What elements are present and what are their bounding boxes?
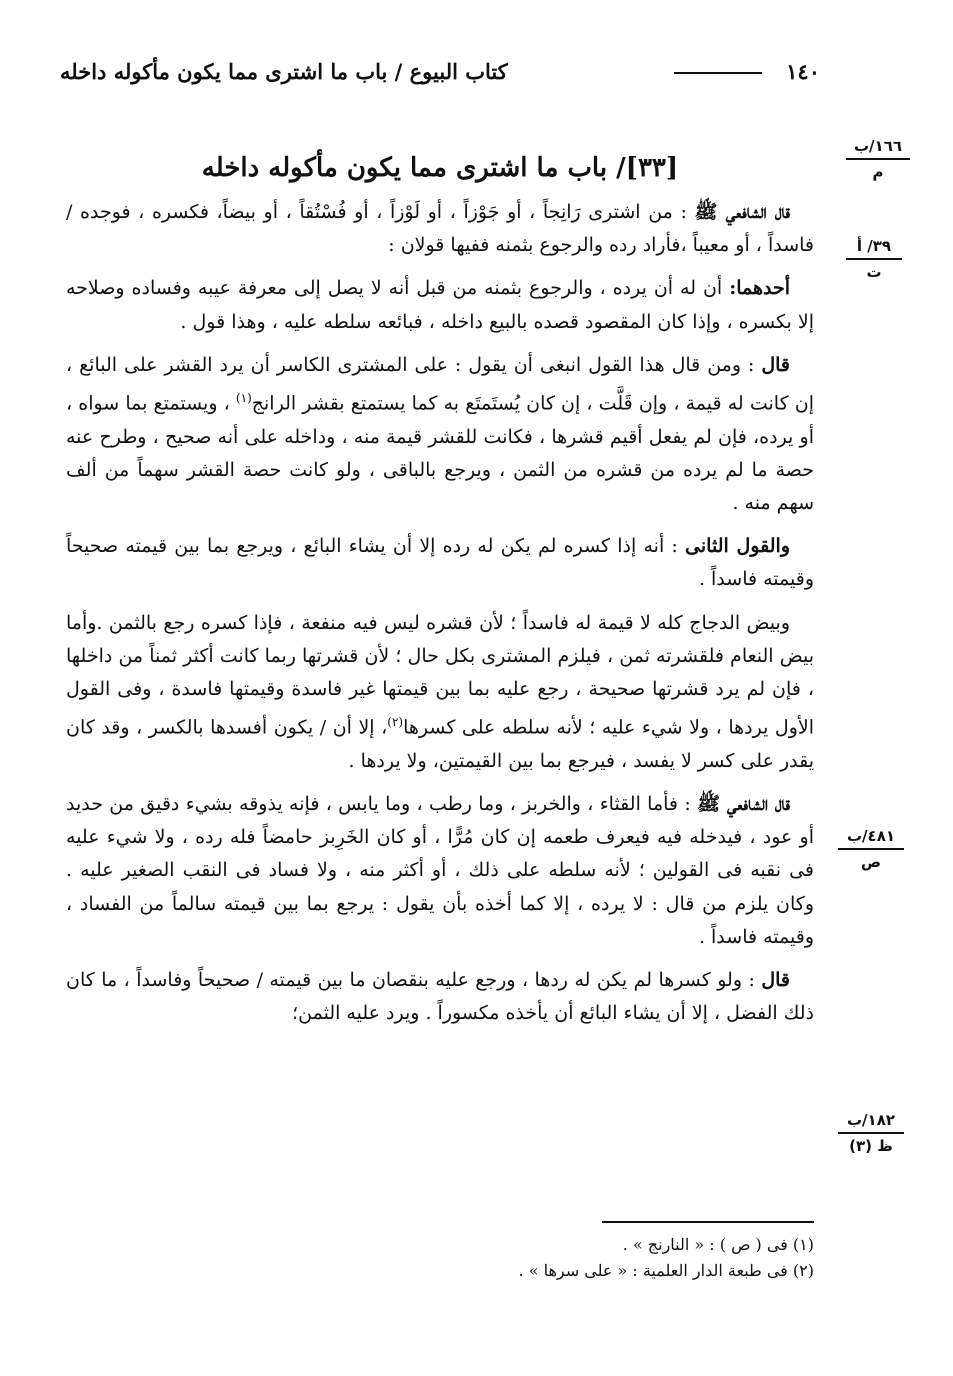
margin-sig: ت	[866, 263, 882, 281]
paragraph-text: : فأما القثاء ، والخربز ، وما رطب ، وما يابس ، فإنه يذوقه بشيء دقيق من حديد أو عود ، فيدخله فيه فيعرف طعمه إن كان مُرًّا ، أو كان الخَرِبز حامضاً فله رده ، ولا شيء عليه فى نقبه فى القولين ؛ لأنه سلطه على ذلك ، أو أكثر منه ، ولا فساد فى النقب الصغير عليه . وكان يلزم من قال : لا يرده ، إلا كما أخذه بأن يقول : يرجع بما بين قيمته سالماً من الفساد ، وقيمته فاسداً .	[66, 792, 814, 948]
footnote: (١) فى ( ص ) : « النارنج » .	[622, 1235, 814, 1254]
paragraph-text: ، إلا أن / يكون أفسدها بالكسر ، وقد كان يقدر على كسر لا يفسد ، فيرجع بما بين القيمتين، ولا يردها .	[66, 716, 814, 772]
header-rule	[674, 72, 762, 74]
page-number: ١٤٠	[786, 59, 820, 84]
paragraph-text: : من اشترى رَانِجاً ، أو جَوْزاً ، أو لَوْزاً ، أو فُسْتُقاً ، أو بيضاً، فكسره ، فوجده / فاسداً ، أو معيباً ،فأراد رده والرجوع بثمنه ففيها قولان :	[66, 201, 814, 257]
margin-sig: م	[872, 163, 884, 181]
paragraph	[66, 964, 814, 1030]
paragraph-lead: قال الشافعي ﷺ	[697, 792, 790, 815]
margin-rule	[838, 1132, 904, 1134]
margin-note	[838, 1110, 904, 1156]
paragraph-lead: أحدهما:	[729, 277, 790, 300]
paragraph	[66, 788, 814, 954]
footnotes	[300, 1232, 814, 1284]
paragraph	[66, 530, 814, 596]
margin-ref: ٤٨١/ب	[846, 827, 896, 845]
margin-rule	[846, 258, 902, 260]
margin-note	[846, 136, 910, 182]
paragraph-text: : أنه إذا كسره لم يكن له رده إلا أن يشاء البائع ، ويرجع بما بين قيمته صحيحاً وقيمته فاسداً .	[66, 535, 814, 591]
paragraph	[66, 272, 814, 338]
footnote-rule	[602, 1221, 814, 1223]
paragraph-lead: والقول الثانى	[685, 535, 791, 558]
margin-rule	[838, 848, 904, 850]
chapter-title: [٣٣]/ باب ما اشترى مما يكون مأكوله داخله	[201, 153, 679, 183]
footnote-marker: (٢)	[387, 715, 404, 730]
footnote: (٢) فى طبعة الدار العلمية : « على سرها » .	[518, 1261, 814, 1280]
paragraph-text: : ومن قال هذا القول انبغى أن يقول : على المشترى الكاسر أن يرد القشر على البائع ، إن كانت له قيمة ، وإن قَلَّت ، إن كان يُستَمتَع به كما يستمتع بقشر الرانج	[66, 353, 814, 415]
paragraph	[66, 349, 814, 520]
paragraph-lead: قال	[761, 353, 790, 376]
paragraph-text: : ولو كسرها لم يكن له ردها ، ورجع عليه بنقصان ما بين قيمته / صحيحاً وفاسداً ، ما كان ذلك الفضل ، إلا أن يشاء البائع أن يأخذه مكسوراً . ويرد عليه الثمن؛	[66, 968, 814, 1025]
paragraph-lead: قال الشافعي ﷺ	[694, 201, 790, 223]
margin-rule	[846, 158, 910, 160]
margin-note	[846, 236, 902, 282]
margin-ref: ١٦٦/ب	[853, 137, 903, 155]
paragraph-text: أن له أن يرده ، والرجوع بثمنه من قبل أنه لا يصل إلى معرفة عيبه وفساده وصلاحه إلا بكسره ، وإذا كان المقصود قصده بالبيع داخله ، فبائعه سلطه عليه ، وهذا قول .	[66, 277, 814, 333]
paragraph	[66, 196, 814, 262]
paragraph-text: ، ويستمتع بما سواه ، أو يرده، فإن لم يفعل أقيم قشرها ، فكانت للقشر قيمة منه ، وداخله على أنه صحيح ، وطرح عنه حصة ما لم يرده من قشره من الثمن ، ويرجع بالباقى ، ولو كانت حصة القشر سهماً من ألف سهم منه .	[66, 392, 814, 514]
body-text	[66, 196, 814, 1040]
paragraph-text: وبيض الدجاج كله لا قيمة له فاسداً ؛ لأن قشره ليس فيه منفعة ، فإذا كسره رجع بالثمن .وأما بيض النعام فلقشرته ثمن ، فيلزم المشترى بكل حال ؛ لأن قشرتها ربما كانت أكثر ثمناً من داخلها ، فإن لم يرد قشرتها صحيحة ، رجع عليه بما بين قيمتها غير فاسدة وقيمتها فاسدة ، وفى القول الأول يردها ، ولا شيء عليه ؛ لأنه سلطه على كسرها	[66, 611, 814, 739]
margin-ref: ٣٩/ أ	[856, 237, 892, 255]
running-title: كتاب البيوع / باب ما اشترى مما يكون مأكوله داخله	[60, 59, 508, 84]
running-header	[60, 52, 820, 92]
paragraph-lead: قال	[761, 968, 790, 991]
paragraph	[66, 607, 814, 778]
margin-sig: ص	[860, 853, 882, 871]
margin-ref: ١٨٢/ب	[846, 1111, 896, 1129]
margin-sig: ظ (٣)	[849, 1137, 893, 1155]
margin-note	[838, 826, 904, 872]
footnote-marker: (١)	[235, 391, 252, 406]
